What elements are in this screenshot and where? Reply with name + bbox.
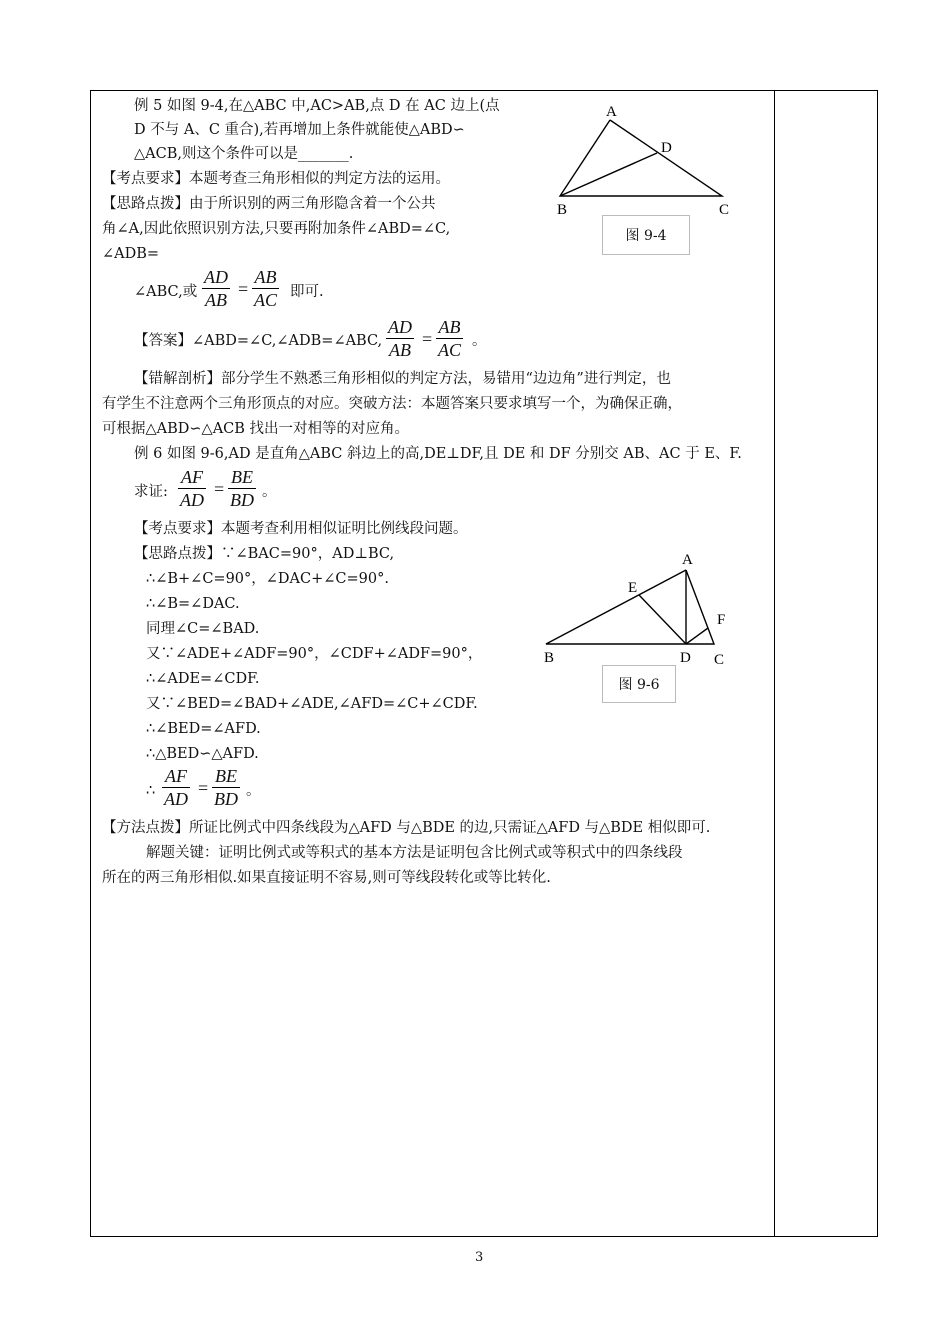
- segment-de: [639, 595, 686, 644]
- ex6-method: 【方法点拨】所证比例式中四条线段为△AFD 与△BDE 的边,只需证△AFD 与△BDE 相似即可.: [102, 820, 711, 836]
- fraction-af-ad: [178, 466, 206, 511]
- ex5-error-line3: 可根据△ABD∽△ACB 找出一对相等的对应角。: [102, 421, 410, 437]
- ex6-step3: ∴∠B=∠DAC.: [146, 596, 240, 612]
- ex6-step5: 又∵∠ADE+∠ADF=90°，∠CDF+∠ADF=90°，: [146, 646, 483, 662]
- fraction-ad-ab-answer: [386, 316, 414, 361]
- ex6-prove-end: 。: [262, 484, 277, 500]
- equals-sign: =: [422, 329, 433, 349]
- equals-sign: =: [214, 479, 225, 499]
- fraction-af-ad-conclusion: [162, 765, 190, 810]
- label-f: F: [717, 612, 726, 628]
- label-c: C: [719, 202, 730, 218]
- ex5-hint-line4-start: ∠ABC,或: [134, 284, 198, 300]
- ex6-requirement: 【考点要求】本题考查利用相似证明比例线段问题。: [134, 521, 468, 537]
- ex5-line1: 例 5 如图 9-4,在△ABC 中,AC>AB,点 D 在 AC 边上(点: [134, 98, 500, 114]
- page-number: 3: [475, 1250, 484, 1265]
- denominator: AB: [205, 290, 227, 310]
- label-e: E: [628, 580, 638, 596]
- ex6-step7: 又∵∠BED=∠BAD+∠ADE,∠AFD=∠C+∠CDF.: [146, 696, 478, 712]
- denominator: BD: [230, 490, 254, 510]
- equals-sign: =: [198, 778, 209, 798]
- column-divider: [774, 90, 775, 1237]
- ex6-step10-therefore: ∴: [146, 783, 156, 799]
- ex5-hint-line4-end: 即可.: [290, 284, 324, 300]
- ex6-key-line1: 解题关键：证明比例式或等积式的基本方法是证明包含比例式或等积式中的四条线段: [146, 845, 683, 861]
- ex6-step10-end: 。: [246, 783, 261, 799]
- label-a: A: [606, 104, 617, 120]
- ex6-step8: ∴∠BED=∠AFD.: [146, 721, 261, 737]
- denominator: AD: [180, 490, 204, 510]
- denominator: AB: [389, 340, 411, 360]
- ex5-answer-end: 。: [472, 333, 487, 349]
- fraction-be-bd-conclusion: [212, 765, 240, 810]
- ex5-hint-line3: ∠ADB=: [102, 246, 160, 262]
- label-b: B: [557, 202, 568, 218]
- ex6-key-line2: 所在的两三角形相似.如果直接证明不容易,则可等线段转化或等比转化.: [102, 870, 551, 886]
- numerator: BE: [231, 467, 253, 487]
- numerator: AF: [181, 467, 203, 487]
- label-c: C: [714, 652, 725, 668]
- equals-sign: =: [238, 279, 249, 299]
- ex6-step9: ∴△BED∽△AFD.: [146, 746, 259, 762]
- denominator: AC: [254, 290, 278, 310]
- fraction-be-bd: [228, 466, 256, 511]
- ex5-line3: △ACB,则这个条件可以是_______.: [134, 146, 354, 162]
- figure-9-4-caption: 图 9-4: [602, 215, 690, 255]
- ex6-step1: 【思路点拨】∵∠BAC=90°，AD⊥BC,: [134, 546, 395, 562]
- ex5-error-line1: 【错解剖析】部分学生不熟悉三角形相似的判定方法，易错用“边边角”进行判定，也: [134, 371, 671, 387]
- ex6-prove-label: 求证:: [134, 484, 168, 500]
- fraction-ad-ab: [202, 266, 230, 311]
- ex6-step4: 同理∠C=∠BAD.: [146, 621, 260, 637]
- numerator: AB: [254, 267, 277, 287]
- figure-9-4: [548, 100, 748, 218]
- ex5-hint-line1: 【思路点拨】由于所识别的两三角形隐含着一个公共: [102, 196, 436, 212]
- label-d: D: [680, 650, 691, 666]
- figure-9-6-caption: 图 9-6: [602, 665, 676, 703]
- denominator: BD: [214, 789, 238, 809]
- denominator: AC: [438, 340, 462, 360]
- label-b: B: [544, 650, 555, 666]
- ex5-answer: 【答案】∠ABD=∠C,∠ADB=∠ABC,: [134, 333, 383, 349]
- denominator: AD: [164, 789, 188, 809]
- ex5-requirement: 【考点要求】本题考查三角形相似的判定方法的运用。: [102, 171, 450, 187]
- ex6-step6: ∴∠ADE=∠CDF.: [146, 671, 260, 687]
- label-d: D: [661, 140, 672, 156]
- fraction-ab-ac-answer: [436, 316, 463, 361]
- numerator: AF: [165, 766, 187, 786]
- numerator: AD: [204, 267, 228, 287]
- numerator: AD: [388, 317, 412, 337]
- ex5-hint-line2: 角∠A,因此依照识别方法,只要再附加条件∠ABD=∠C,: [102, 221, 451, 237]
- numerator: AB: [438, 317, 461, 337]
- label-a: A: [682, 552, 693, 568]
- ex5-line2: D 不与 A、C 重合),若再增加上条件就能使△ABD∽: [134, 122, 465, 138]
- fraction-ab-ac: [252, 266, 279, 311]
- ex6-step2: ∴∠B+∠C=90°，∠DAC+∠C=90°.: [146, 571, 389, 587]
- numerator: BE: [215, 766, 237, 786]
- figure-9-6: [536, 548, 736, 670]
- segment-df: [686, 628, 708, 644]
- ex5-error-line2: 有学生不注意两个三角形顶点的对应。突破方法：本题答案只要求填写一个，为确保正确，: [102, 396, 682, 412]
- ex6-line1: 例 6 如图 9-6,AD 是直角△ABC 斜边上的高,DE⊥DF,且 DE 和 DF 分别交 AB、AC 于 E、F.: [134, 446, 742, 462]
